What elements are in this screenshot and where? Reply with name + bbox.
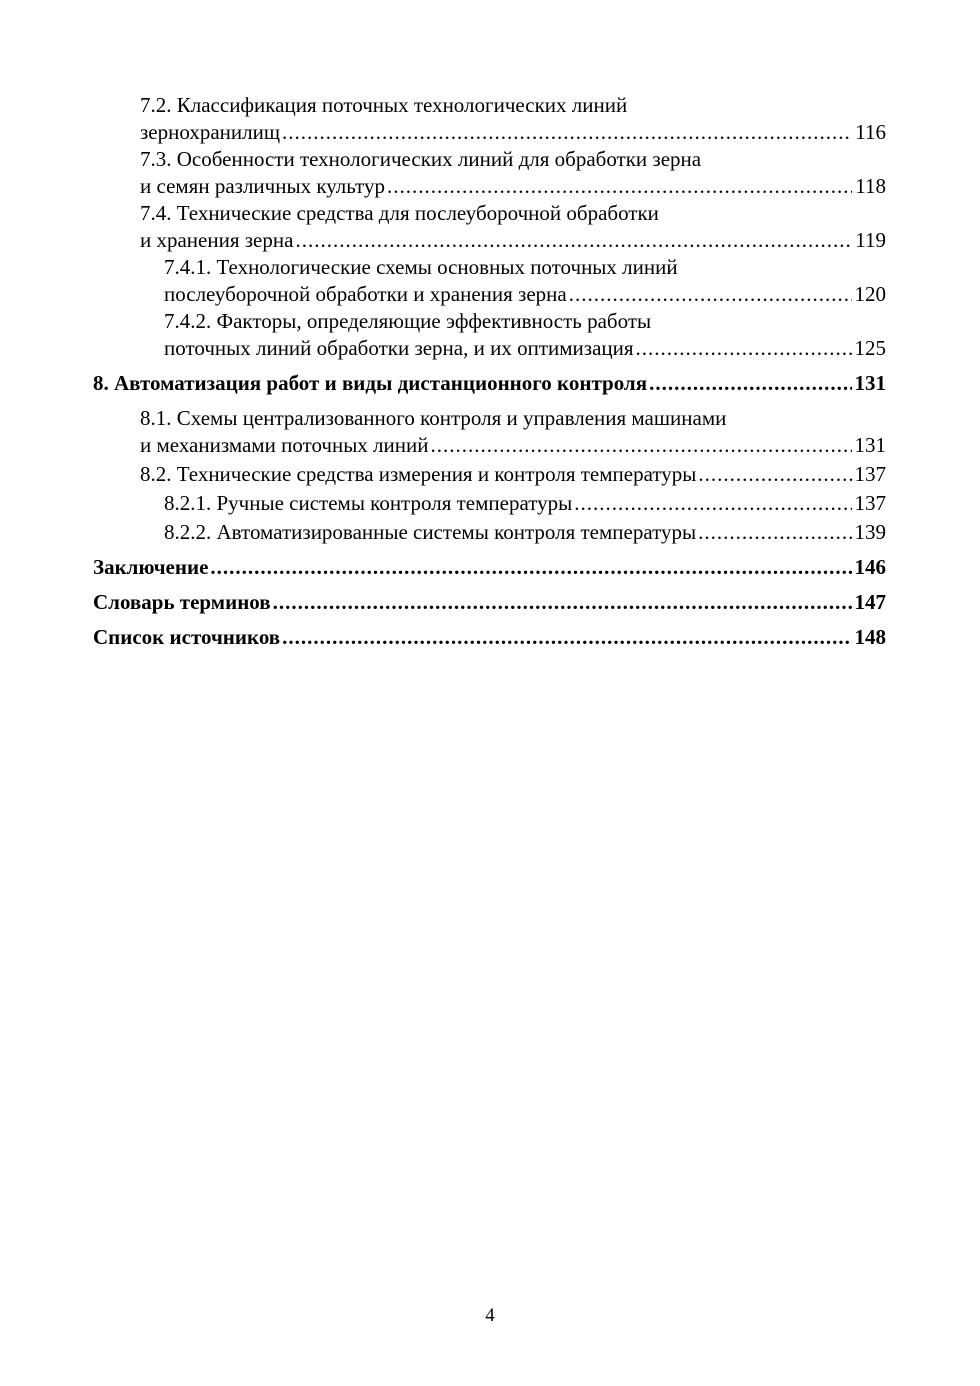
dot-leader xyxy=(431,432,852,459)
toc-entry-title: Список источников xyxy=(93,625,281,649)
toc-entry-7-4-1[interactable] xyxy=(93,254,886,308)
dot-leader xyxy=(282,119,852,146)
toc-page-number: 131 xyxy=(854,433,886,457)
toc-entry-title: 8.1. Схемы централизованного контроля и управления машинами xyxy=(140,406,727,430)
toc-entry-title: 7.4.2. Факторы, определяющие эффективность работы xyxy=(164,309,652,333)
toc-entry-7-3[interactable] xyxy=(93,146,886,200)
toc-entry-title: 8. Автоматизация работ и виды дистанционного контроля xyxy=(93,371,648,395)
toc-sources[interactable] xyxy=(93,624,886,651)
toc-glossary[interactable] xyxy=(93,589,886,616)
toc-entry-7-2[interactable] xyxy=(93,92,886,146)
toc-page-number: 118 xyxy=(855,174,886,198)
dot-leader xyxy=(698,519,851,546)
toc-page-number: 119 xyxy=(855,228,886,252)
toc-page-number: 147 xyxy=(854,590,886,614)
toc-conclusion[interactable] xyxy=(93,554,886,581)
table-of-contents xyxy=(93,92,886,651)
toc-page-number: 137 xyxy=(854,491,886,515)
dot-leader xyxy=(698,461,851,488)
dot-leader xyxy=(636,335,852,362)
toc-page-number: 148 xyxy=(854,625,886,649)
toc-entry-title-cont: поточных линий обработки зерна, и их оптимизация xyxy=(164,336,634,360)
toc-page-number: 131 xyxy=(854,371,886,395)
toc-entry-title: 7.3. Особенности технологических линий для обработки зерна xyxy=(140,147,702,171)
dot-leader xyxy=(574,490,851,517)
toc-entry-title: Заключение xyxy=(93,555,209,579)
dot-leader xyxy=(387,173,852,200)
toc-page-number: 116 xyxy=(855,120,886,144)
toc-entry-8-2[interactable] xyxy=(93,461,886,488)
toc-entry-8-2-2[interactable] xyxy=(93,519,886,546)
toc-entry-title: 8.2.1. Ручные системы контроля температуры xyxy=(164,491,573,515)
dot-leader xyxy=(210,554,851,581)
toc-entry-title: 8.2. Технические средства измерения и контроля температуры xyxy=(140,462,697,486)
dot-leader xyxy=(649,370,851,397)
toc-page-number: 125 xyxy=(854,336,886,360)
toc-page-number: 139 xyxy=(854,520,886,544)
toc-page-number: 120 xyxy=(854,282,886,306)
dot-leader xyxy=(569,281,852,308)
page-number: 4 xyxy=(485,1305,495,1326)
toc-entry-title-cont: и семян различных культур xyxy=(140,174,385,198)
toc-entry-7-4-2[interactable] xyxy=(93,308,886,362)
dot-leader xyxy=(273,589,852,616)
toc-entry-title-cont: и механизмами поточных линий xyxy=(140,433,429,457)
toc-entry-title-cont: зернохранилищ xyxy=(140,120,281,144)
toc-page-number: 137 xyxy=(854,462,886,486)
toc-entry-title: 7.4.1. Технологические схемы основных поточных линий xyxy=(164,255,678,279)
toc-entry-8-1[interactable] xyxy=(93,405,886,459)
toc-entry-title-cont: и хранения зерна xyxy=(140,228,294,252)
dot-leader xyxy=(282,624,851,651)
toc-entry-title: 8.2.2. Автоматизированные системы контроля температуры xyxy=(164,520,697,544)
toc-chapter-8[interactable] xyxy=(93,370,886,397)
toc-page-number: 146 xyxy=(854,555,886,579)
dot-leader xyxy=(295,227,852,254)
toc-entry-7-4[interactable] xyxy=(93,200,886,254)
toc-entry-title: Словарь терминов xyxy=(93,590,271,614)
toc-entry-title: 7.4. Технические средства для послеуборочной обработки xyxy=(140,201,659,225)
toc-entry-title-cont: послеуборочной обработки и хранения зерна xyxy=(164,282,567,306)
toc-entry-title: 7.2. Классификация поточных технологических линий xyxy=(140,93,628,117)
toc-entry-8-2-1[interactable] xyxy=(93,490,886,517)
